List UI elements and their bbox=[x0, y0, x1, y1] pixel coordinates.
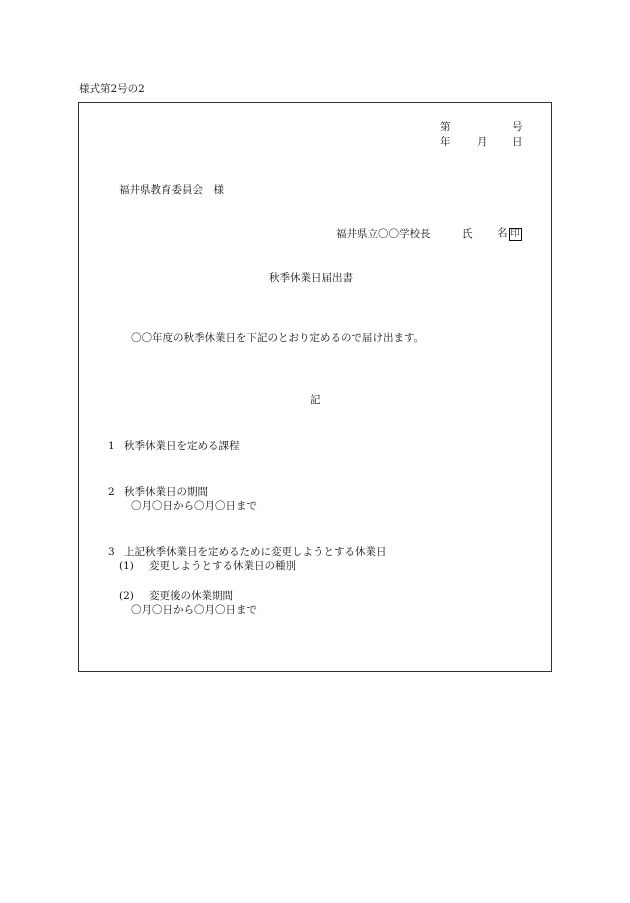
subitem-1-number: (1) bbox=[119, 560, 134, 572]
date-month-label: 月 bbox=[477, 136, 488, 148]
item-3-number: 3 bbox=[108, 546, 115, 558]
subitem-2-detail: 〇月〇日から〇月〇日まで bbox=[131, 604, 257, 616]
subitem-1-label: 変更しようとする休業日の種別 bbox=[149, 560, 296, 572]
number-suffix: 号 bbox=[512, 121, 523, 133]
addressee: 福井県教育委員会 様 bbox=[119, 184, 224, 196]
ki-heading: 記 bbox=[310, 394, 321, 406]
item-2-label: 秋季休業日の期間 bbox=[124, 486, 208, 498]
item-2-detail: 〇月〇日から〇月〇日まで bbox=[131, 500, 257, 512]
sender-name-label-mei bbox=[497, 226, 522, 241]
sender-school: 福井県立〇〇学校長 bbox=[336, 228, 431, 240]
item-1-number: 1 bbox=[108, 440, 115, 452]
sender-name-label-mei-text: 名 bbox=[497, 227, 508, 239]
sender-name-label-shi: 氏 bbox=[462, 228, 473, 240]
form-number: 様式第2号の2 bbox=[79, 83, 145, 95]
item-1-label: 秋季休業日を定める課程 bbox=[124, 440, 240, 452]
item-3-label: 上記秋季休業日を定めるために変更しようとする休業日 bbox=[124, 546, 387, 558]
number-prefix: 第 bbox=[440, 121, 451, 133]
item-2-number: 2 bbox=[108, 486, 115, 498]
seal-mark: 印 bbox=[510, 229, 520, 239]
date-day-label: 日 bbox=[512, 136, 523, 148]
document-title: 秋季休業日届出書 bbox=[269, 272, 353, 284]
subitem-2-label: 変更後の休業期間 bbox=[149, 590, 233, 602]
date-year-label: 年 bbox=[440, 136, 451, 148]
body-text: 〇〇年度の秋季休業日を下記のとおり定めるので届け出ます。 bbox=[131, 332, 425, 344]
subitem-2-number: (2) bbox=[119, 590, 134, 602]
